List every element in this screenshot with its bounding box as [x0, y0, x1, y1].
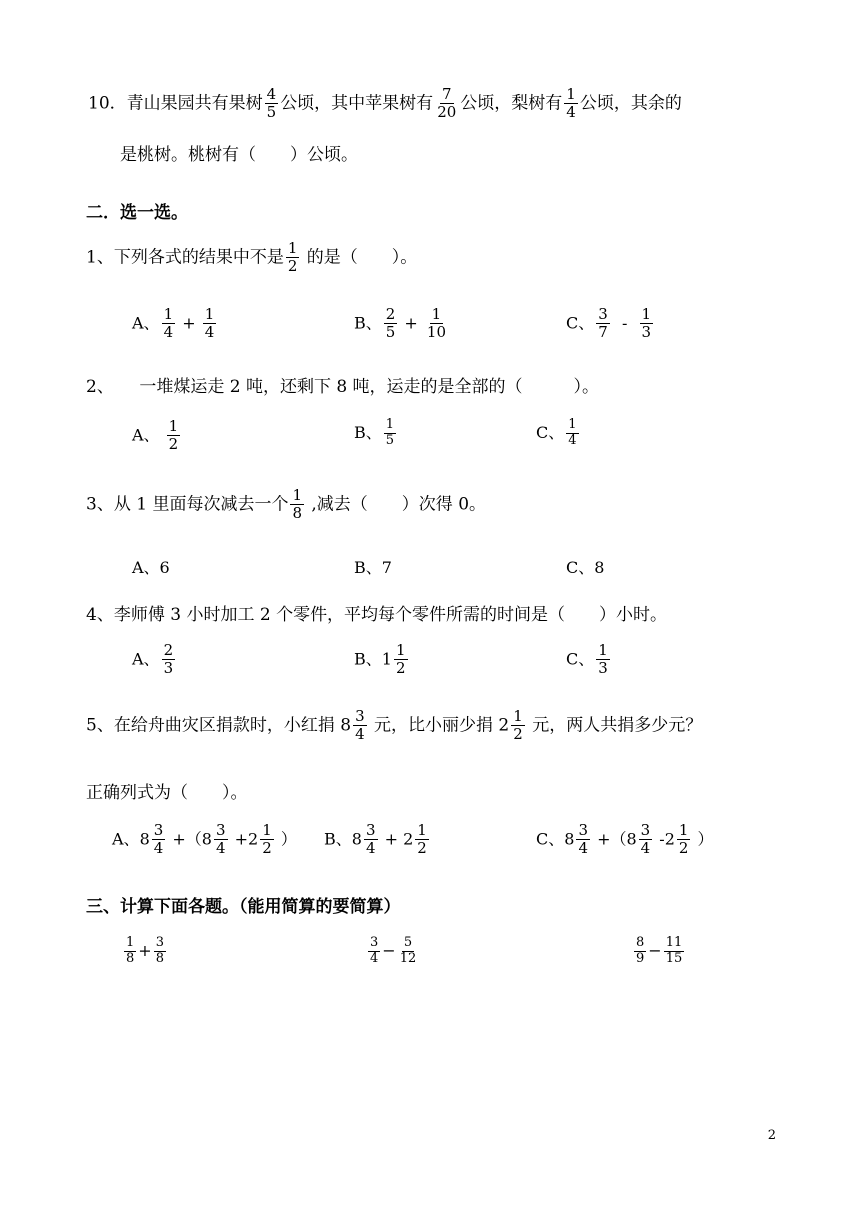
fraction: $\frac{3}{4}$	[153, 821, 164, 858]
mc2-option-b[interactable]: B、 $\frac{1}{5}$	[354, 417, 395, 448]
calc-item-2: $\frac{3}{4}$ − $\frac{5}{12}$	[370, 935, 417, 966]
mc4-option-b[interactable]: B、1 $\frac{1}{2}$	[354, 641, 406, 678]
fraction: $\frac{1}{4}$	[163, 305, 174, 342]
q10-text-d: 公顷，其余的	[579, 93, 682, 114]
fraction: $\frac{1}{10}$	[426, 305, 446, 342]
mc3-option-c[interactable]: C、8	[566, 558, 605, 577]
mc5-option-a[interactable]: A、8 $\frac{3}{4}$ +（8 $\frac{3}{4}$ +2 $\frac{1}{2}$ ）	[112, 821, 297, 858]
fraction: $\frac{3}{4}$	[578, 821, 588, 858]
fraction: $\frac{3}{4}$	[215, 821, 226, 858]
q10-text-a: 10．青山果园共有果树	[88, 93, 263, 114]
mc2-option-c[interactable]: C、 $\frac{1}{4}$	[536, 417, 577, 448]
mc2-stem: 2、 一堆煤运走 2 吨，还剩下 8 吨，运走的是全部的（ ）。	[86, 377, 600, 397]
mc1-option-c[interactable]: C、 $\frac{3}{7}$ - $\frac{1}{3}$	[566, 305, 652, 342]
q10-line2: 是桃树。桃树有（ ）公顷。	[120, 145, 358, 165]
mc5-stem: 5、在给舟曲灾区捐款时，小红捐 8 $\frac{3}{4}$ 元，比小丽少捐 2 $\frac{1}{2}$ 元，两人共捐多少元？	[86, 707, 703, 744]
fraction: $\frac{2}{3}$	[163, 641, 174, 678]
fraction: $\frac{1}{8}$	[126, 935, 135, 966]
mc1-option-b[interactable]: B、 $\frac{2}{5}$ + $\frac{1}{10}$	[354, 305, 446, 342]
fraction: $\frac{1}{2}$	[417, 821, 427, 858]
fraction: $\frac{1}{5}$	[385, 417, 395, 448]
mc3-stem: 3、从 1 里面每次减去一个 $\frac{1}{8}$ ,减去（ ）次得 0。	[86, 486, 487, 523]
fraction: $\frac{3}{4}$	[370, 935, 379, 966]
fraction: $\frac{1}{8}$	[292, 486, 302, 523]
fraction: $\frac{1}{2}$	[513, 707, 523, 744]
mc5-option-c[interactable]: C、8 $\frac{3}{4}$ +（8 $\frac{3}{4}$ -2 $\frac{1}{2}$ ）	[536, 821, 714, 858]
mc4-option-c[interactable]: C、 $\frac{1}{3}$	[566, 641, 608, 678]
fraction: $\frac{1}{3}$	[641, 305, 652, 342]
mc1-option-a[interactable]: A、 $\frac{1}{4}$ + $\frac{1}{4}$	[132, 305, 215, 342]
fraction: $\frac{4}{5}$	[266, 85, 277, 122]
fraction: $\frac{3}{4}$	[355, 707, 365, 744]
fraction: $\frac{1}{2}$	[262, 821, 272, 858]
fraction: $\frac{1}{3}$	[598, 641, 608, 678]
fraction: $\frac{8}{9}$	[636, 935, 645, 966]
fraction: $\frac{7}{20}$	[437, 85, 457, 122]
fraction: $\frac{5}{12}$	[399, 935, 417, 966]
fraction: $\frac{1}{2}$	[287, 239, 298, 276]
fraction: $\frac{1}{4}$	[568, 417, 577, 448]
mc3-option-b[interactable]: B、7	[354, 558, 392, 577]
fraction: $\frac{1}{4}$	[204, 305, 215, 342]
fraction: $\frac{3}{4}$	[640, 821, 651, 858]
calc-item-1: $\frac{1}{8}$ + $\frac{3}{8}$	[126, 935, 164, 966]
section3-heading: 三、计算下面各题。（能用简算的要简算）	[86, 897, 401, 917]
fraction: $\frac{11}{15}$	[665, 935, 683, 966]
page-number: 2	[767, 1128, 776, 1143]
mc3-option-a[interactable]: A、6	[132, 558, 170, 577]
mc1-stem: 1、下列各式的结果中不是 $\frac{1}{2}$ 的是（ ）。	[86, 239, 418, 276]
q10-line1	[88, 86, 682, 122]
section2-heading: 二．选一选。	[86, 203, 188, 223]
mc5-line2: 正确列式为（ ）。	[86, 783, 248, 803]
mc4-option-a[interactable]: A、 $\frac{2}{3}$	[132, 641, 174, 678]
fraction: $\frac{3}{7}$	[598, 305, 608, 342]
fraction: $\frac{2}{5}$	[385, 305, 396, 342]
fraction: $\frac{1}{2}$	[395, 641, 406, 678]
fraction: $\frac{1}{2}$	[168, 417, 179, 454]
mc5-option-b[interactable]: B、8 $\frac{3}{4}$ + 2 $\frac{1}{2}$	[324, 821, 427, 858]
mc4-stem: 4、李师傅 3 小时加工 2 个零件，平均每个零件所需的时间是（ ）小时。	[86, 605, 668, 625]
q10-text-c: 公顷，梨树有	[460, 93, 563, 114]
mc2-option-a[interactable]: A、 $\frac{1}{2}$	[132, 417, 179, 454]
fraction: $\frac{1}{4}$	[566, 85, 576, 122]
fraction: $\frac{3}{8}$	[155, 935, 164, 966]
fraction: $\frac{3}{4}$	[365, 821, 376, 858]
fraction: $\frac{1}{2}$	[678, 821, 689, 858]
calc-item-3: $\frac{8}{9}$ − $\frac{11}{15}$	[636, 935, 683, 966]
q10-text-b: 公顷，其中苹果树有	[280, 93, 434, 114]
